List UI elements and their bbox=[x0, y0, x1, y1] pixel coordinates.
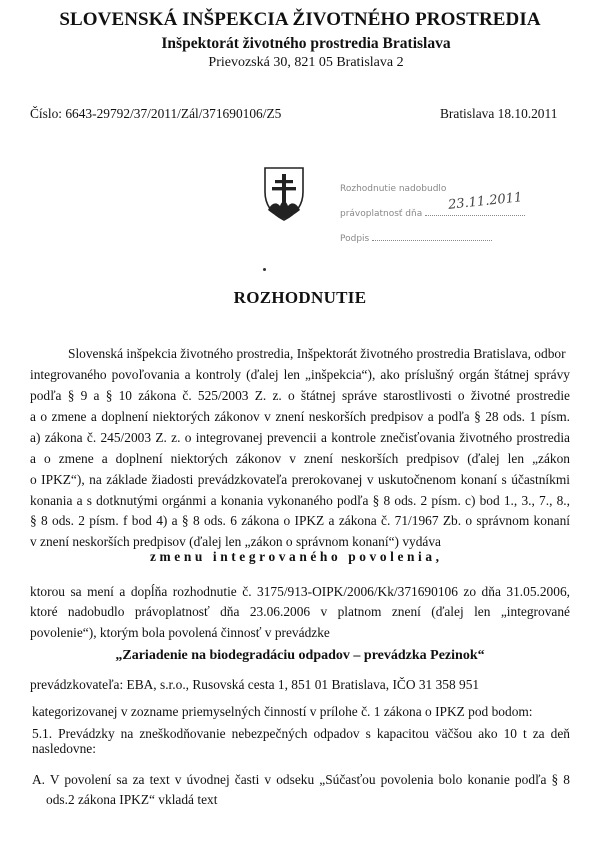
facility-name: „Zariadenie na biodegradáciu odpadov – prevádzka Pezinok“ bbox=[115, 648, 485, 663]
agency-subtitle: Inšpektorát životného prostredia Bratislava bbox=[161, 35, 451, 52]
amendment-line: ods.2 zákona IPKZ“ vkladá text bbox=[46, 792, 218, 807]
point-line: nasledovne: bbox=[32, 741, 96, 756]
section-heading: zmenu integrovaného povolenia, bbox=[150, 549, 443, 564]
scan-dot bbox=[263, 268, 266, 271]
stamp-row-2 bbox=[340, 209, 525, 219]
place-date: Bratislava 18.10.2011 bbox=[440, 106, 558, 121]
intro-line: § 8 ods. 2 písm. f bod 4) a § 8 ods. 6 zákona o IPKZ a zákona č. 71/1967 Zb. o správnom konaní bbox=[30, 513, 570, 528]
operator-line: prevádzkovateľa: EBA, s.r.o., Rusovská cesta 1, 851 01 Bratislava, IČO 31 358 951 bbox=[30, 677, 480, 692]
change-line: povolenie“), ktorým bola povolená činnosť v prevádzke bbox=[30, 625, 330, 640]
document-title: ROZHODNUTIE bbox=[233, 288, 367, 307]
change-line: ktorou sa mení a dopĺňa rozhodnutie č. 3175/913-OIPK/2006/Kk/371690106 zo dňa 31.05.2006, bbox=[30, 584, 570, 599]
amendment-line: A. V povolení sa za text v úvodnej časti v odseku „Súčasťou povolenia bolo konanie podľa § 8 bbox=[32, 772, 570, 787]
agency-address: Prievozská 30, 821 05 Bratislava 2 bbox=[208, 55, 404, 70]
point-line: 5.1. Prevádzky na zneškodňovanie nebezpečných odpadov s kapacitou väčšou ako 10 t za deň bbox=[32, 726, 570, 741]
intro-line: integrovaného povoľovania a kontroly (ďalej len „inšpekcia“), ako príslušný orgán štátnej správy bbox=[30, 367, 570, 382]
intro-line: podľa § 9 a § 10 zákona č. 525/2003 Z. z. o štátnej správe starostlivosti o životné prostredie bbox=[30, 388, 570, 403]
intro-line: v znení neskorších predpisov (ďalej len „zákon o správnom konaní“) vydáva bbox=[30, 534, 441, 549]
intro-line: a o zmene a doplnení niektorých zákonov v znení neskorších predpisov a podľa § 28 ods. 1 písm. bbox=[30, 409, 570, 424]
intro-line: konania a s dotknutými orgánmi a konania vykonaného podľa § 8 ods. 2 písm. c) bod 1., 3., 7., 8., bbox=[30, 493, 570, 508]
intro-line: a o zmene a doplnení niektorých zákonov v znení neskorších predpisov (ďalej len „zákon bbox=[30, 451, 570, 466]
stamp-row-3 bbox=[340, 234, 492, 244]
handwritten-date: 23.11.2011 bbox=[447, 190, 524, 213]
stamp-sign-line bbox=[372, 240, 492, 241]
stamp-row-1: Rozhodnutie nadobudlo bbox=[340, 184, 447, 194]
change-line: ktoré nadobudlo právoplatnosť dňa 23.06.2006 v platnom znení (ďalej len „integrované bbox=[30, 604, 570, 619]
intro-line: o IPKZ“), na základe žiadosti prevádzkovateľa prerokovanej v uskutočnenom konaní s účastníkmi bbox=[30, 472, 570, 487]
category-line: kategorizovanej v zozname priemyselných činností v prílohe č. 1 zákona o IPKZ pod bodom: bbox=[32, 704, 533, 719]
validity-stamp bbox=[340, 180, 580, 250]
agency-title: SLOVENSKÁ INŠPEKCIA ŽIVOTNÉHO PROSTREDIA bbox=[59, 9, 541, 30]
stamp-fill-line bbox=[425, 215, 525, 216]
intro-line: Slovenská inšpekcia životného prostredia, Inšpektorát životného prostredia Bratislava, odbor bbox=[68, 346, 566, 361]
stamp-row-2-label: právoplatnosť dňa bbox=[340, 209, 423, 219]
slovak-coat-of-arms-icon bbox=[262, 166, 306, 222]
stamp-row-3-label: Podpis bbox=[340, 234, 370, 244]
reference-number: Číslo: 6643-29792/37/2011/Zál/371690106/Z5 bbox=[30, 106, 282, 121]
intro-line: a) zákona č. 245/2003 Z. z. o integrovanej prevencii a kontrole znečisťovania životného prostredia bbox=[30, 430, 570, 445]
